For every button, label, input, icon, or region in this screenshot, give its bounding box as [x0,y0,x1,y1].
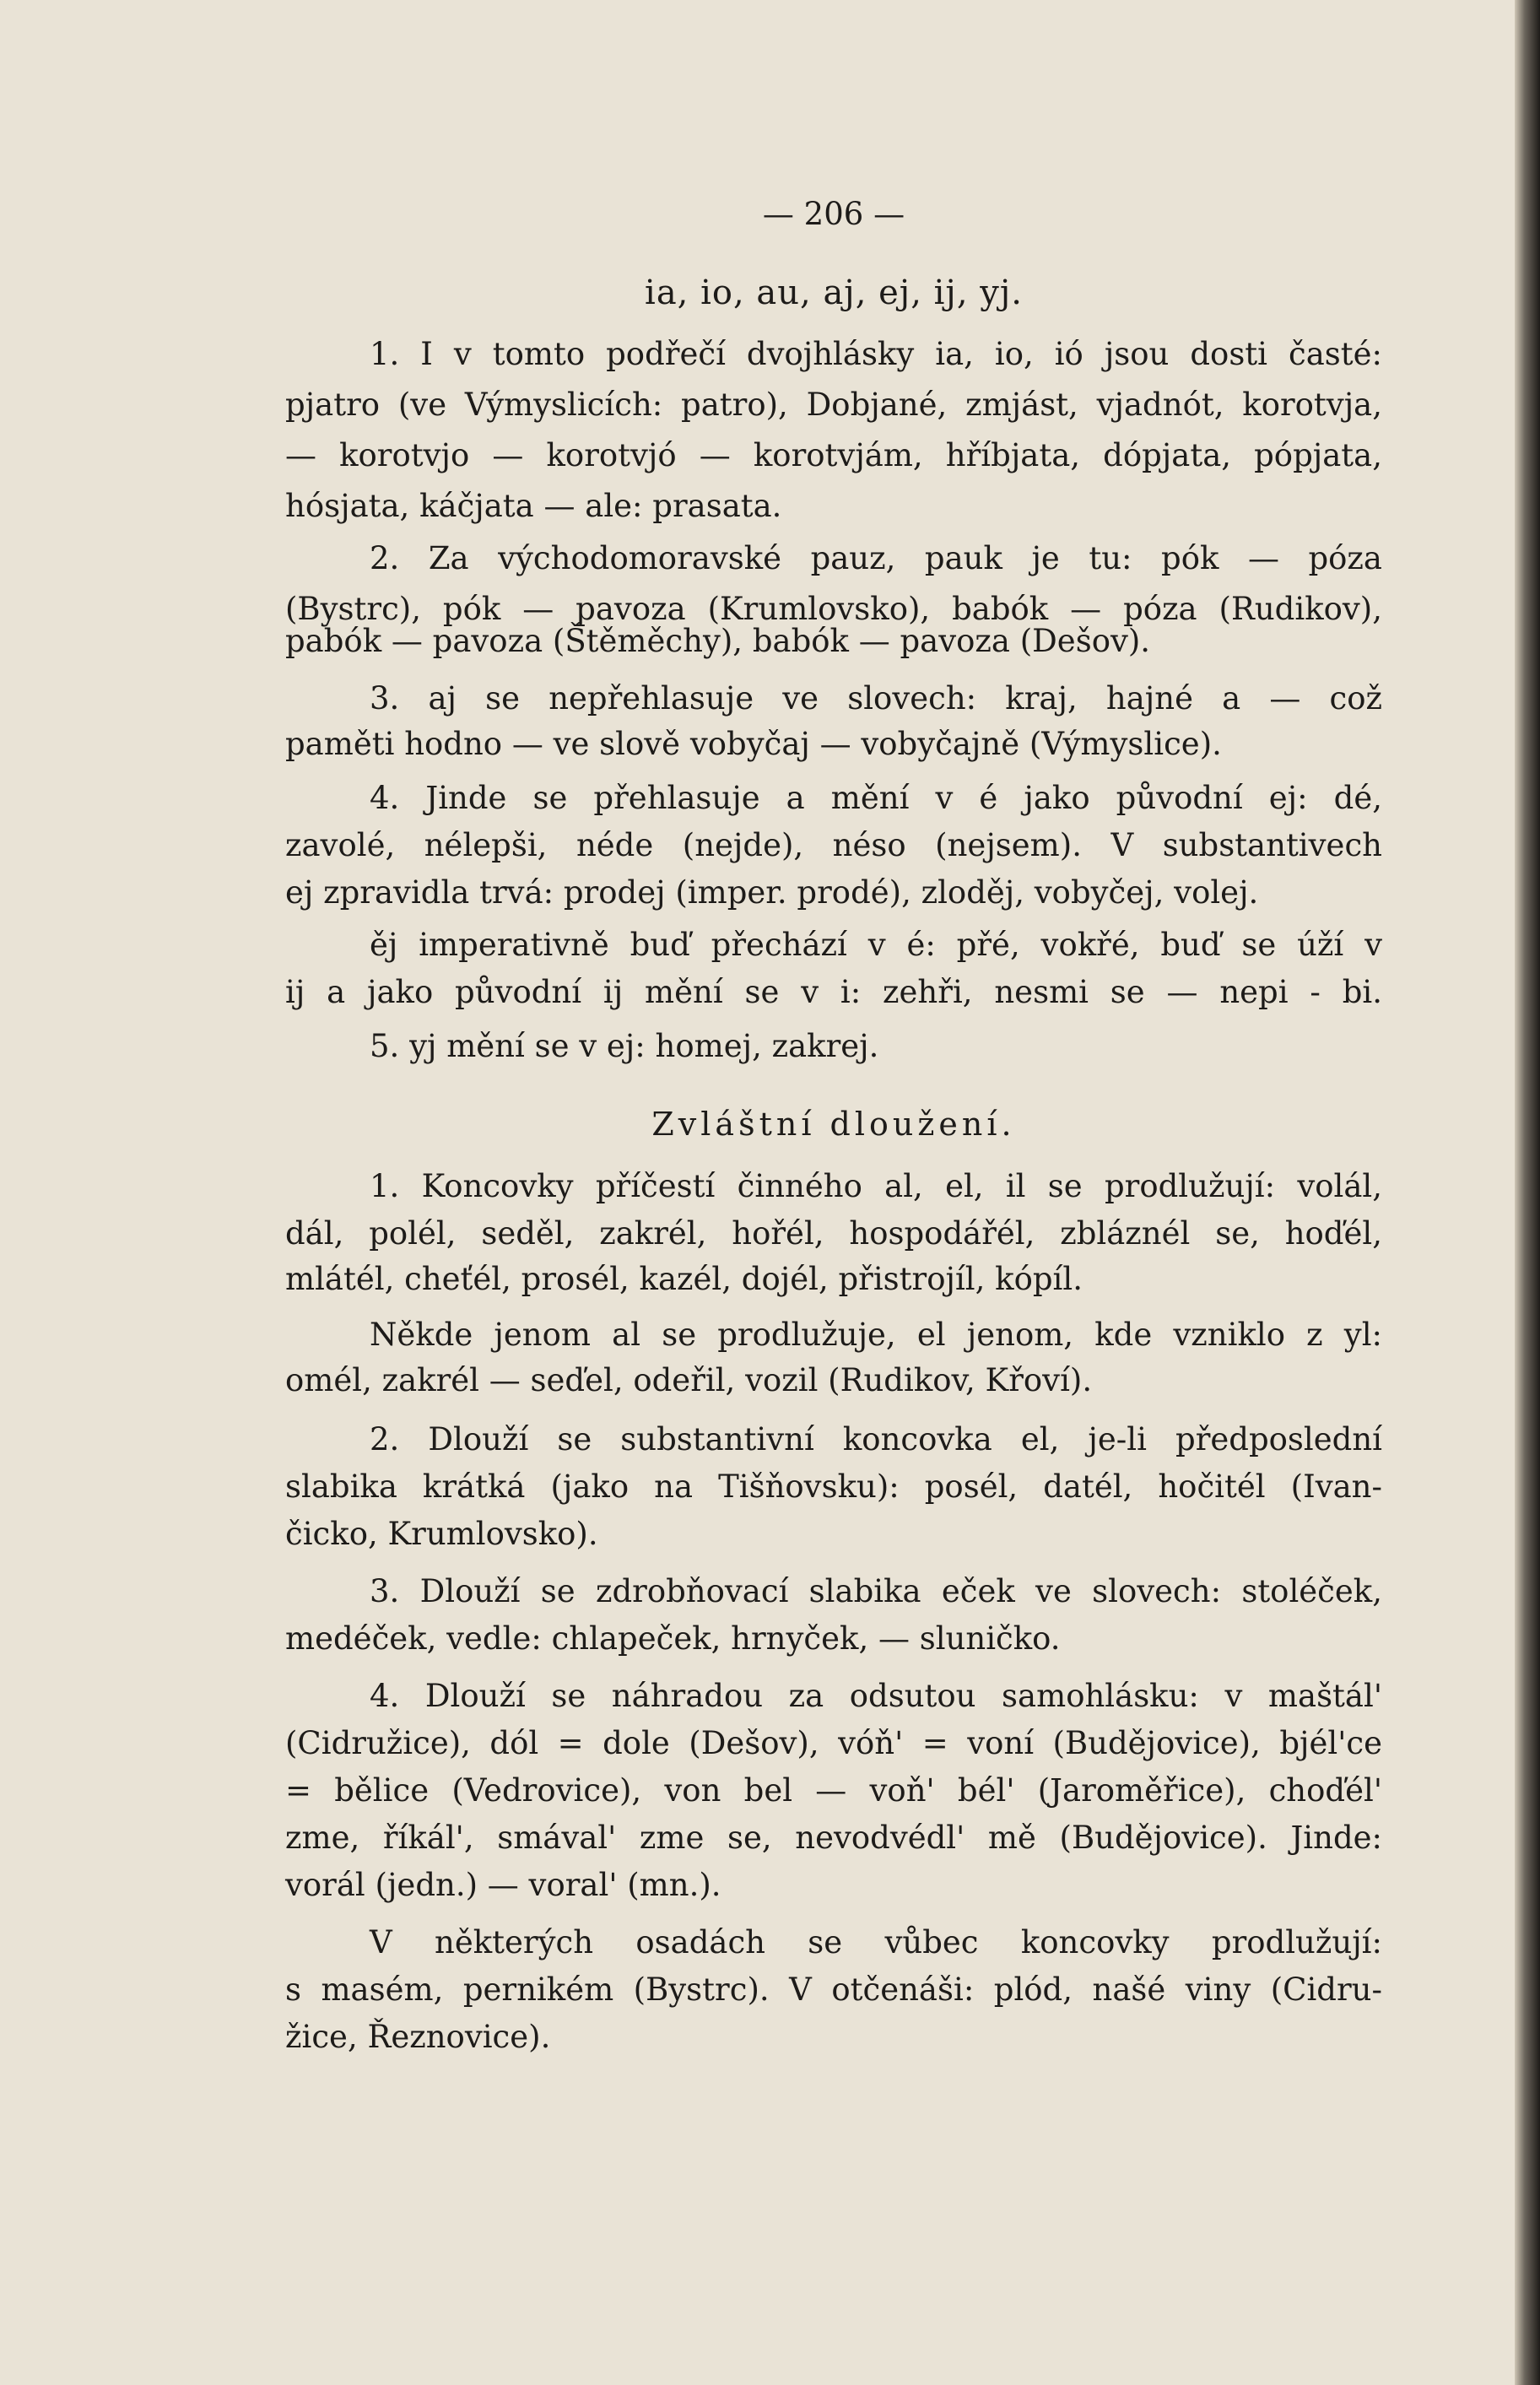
text-line: dál, polél, seděl, zakrél, hořél, hospodářél, zbláznél se, hoďél, [285,1215,1382,1252]
text-line: pjatro (ve Výmyslicích: patro), Dobjané, zmjást, vjadnót, korotvja, [285,387,1382,423]
text-line: Někde jenom al se prodlužuje, el jenom, kde vzniklo z yl: [370,1317,1382,1353]
text-line: slabika krátká (jako na Tišňovsku): posél, datél, hočitél (Ivan- [285,1468,1382,1505]
text-line: omél, zakrél — seďel, odeřil, vozil (Rudikov, Křoví). [285,1362,1093,1398]
text-line: hósjata, káčjata — ale: prasata. [285,488,782,524]
text-line: ij a jako původní ij mění se v i: zehři, nesmi se — nepi - bi. [285,974,1382,1010]
text-line: čicko, Krumlovsko). [285,1516,598,1552]
text-line: žice, Řeznovice). [285,2019,551,2055]
section-subheading: Zvláštní dloužení. [651,1106,1016,1143]
text-line: zavolé, nélepši, néde (nejde), néso (nejsem). V substantivech [285,827,1382,863]
text-line: V některých osadách se vůbec koncovky prodlužují: [370,1924,1382,1960]
text-line: 4. Jinde se přehlasuje a mění v é jako původní ej: dé, [370,780,1382,816]
text-line: (Bystrc), pók — pavoza (Krumlovsko), babók — póza (Rudikov), [285,591,1382,627]
text-line: mlátél, cheťél, prosél, kazél, dojél, přistrojíl, kópíl. [285,1261,1083,1297]
text-line: vorál (jedn.) — voral' (mn.). [285,1867,721,1903]
text-line: zme, říkál', smával' zme se, nevodvédl' mě (Budějovice). Jinde: [285,1820,1382,1856]
text-line: 3. aj se nepřehlasuje ve slovech: kraj, hajné a — což [370,680,1382,717]
text-line: 5. yj mění se v ej: homej, zakrej. [370,1028,879,1064]
text-line: 3. Dlouží se zdrobňovací slabika eček ve slovech: stoléček, [370,1573,1382,1609]
section-heading: ia, io, au, aj, ej, ij, yj. [645,273,1023,312]
text-line: medéček, vedle: chlapeček, hrnyček, — sluničko. [285,1620,1061,1657]
page-edge-shadow [1515,0,1540,2385]
text-line: = bělice (Vedrovice), von bel — voň' bél' (Jaroměřice), choďél' [285,1772,1382,1809]
text-line: (Cidružice), dól = dole (Dešov), vóň' = voní (Budějovice), bjél'ce [285,1725,1382,1761]
text-line: ěj imperativně buď přechází v é: přé, vokřé, buď se úží v [370,927,1382,963]
text-line: ej zpravidla trvá: prodej (imper. prodé), zloděj, vobyčej, volej. [285,874,1259,911]
text-line: pabók — pavoza (Štěměchy), babók — pavoza (Dešov). [285,623,1151,659]
text-line: 2. Za východomoravské pauz, pauk je tu: pók — póza [370,540,1382,576]
text-line: 2. Dlouží se substantivní koncovka el, je-li předposlední [370,1421,1382,1458]
page-number: — 206 — [762,196,905,232]
text-line: 1. I v tomto podřečí dvojhlásky ia, io, ió jsou dosti časté: [370,336,1382,372]
text-line: 4. Dlouží se náhradou za odsutou samohlásku: v maštál' [370,1678,1382,1714]
text-line: 1. Koncovky příčestí činného al, el, il se prodlužují: volál, [370,1168,1382,1204]
text-line: paměti hodno — ve slově vobyčaj — vobyčajně (Výmyslice). [285,726,1222,762]
text-line: s masém, pernikém (Bystrc). V otčenáši: plód, našé viny (Cidru- [285,1971,1382,2008]
text-line: — korotvjo — korotvjó — korotvjám, hříbjata, dópjata, pópjata, [285,437,1382,473]
